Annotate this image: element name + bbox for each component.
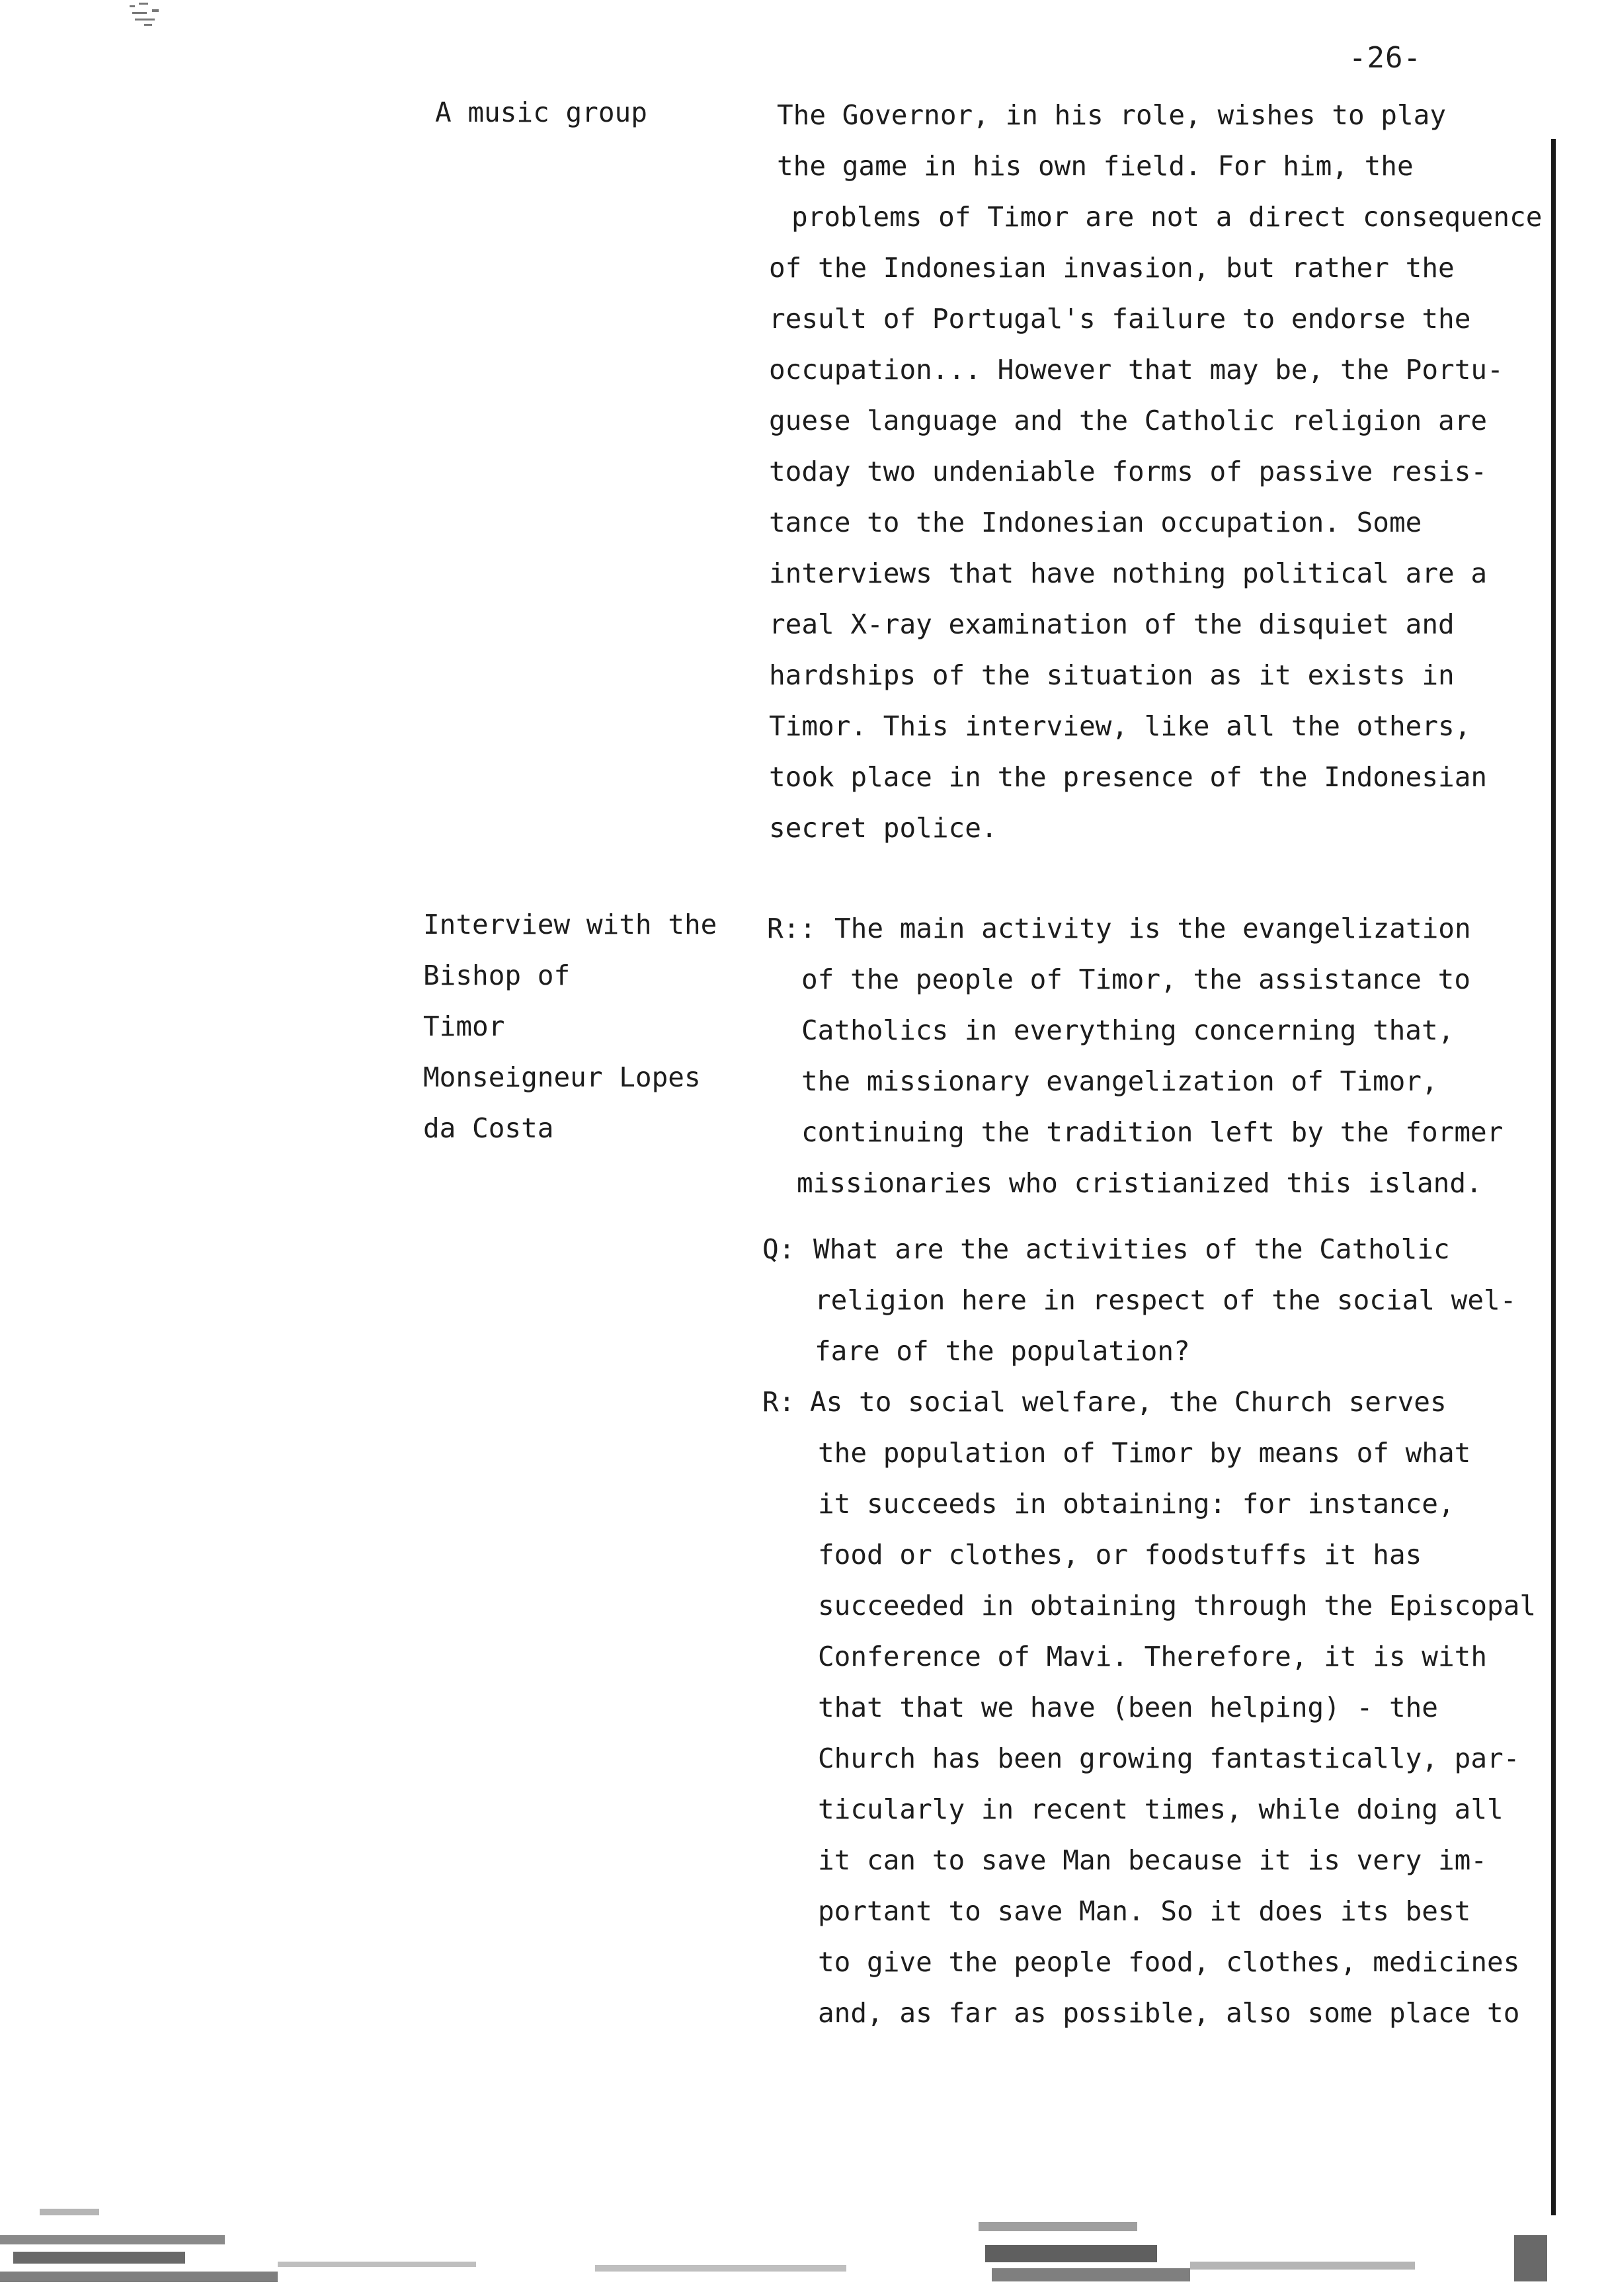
text-line: secret police. [769,812,998,844]
text-line: hardships of the situation as it exists in [769,659,1455,691]
text-line: Catholics in everything concerning that, [801,1014,1455,1046]
page-edge-rule [1551,139,1556,2215]
text-line: the missionary evangelization of Timor, [801,1065,1438,1097]
margin-note-line: Monseigneur Lopes [423,1061,701,1093]
text-line: Conference of Mavi. Therefore, it is with [818,1641,1488,1672]
scan-noise [0,2136,1608,2296]
text-line: succeeded in obtaining through the Episcopal [818,1590,1537,1621]
text-line: The main activity is the evangelization [834,913,1471,944]
text-line: ticularly in recent times, while doing all [818,1793,1504,1825]
text-line: that that we have (been helping) - the [818,1692,1438,1723]
text-line: of the people of Timor, the assistance to [801,964,1471,995]
text-line: occupation... However that may be, the Portu- [769,354,1504,386]
margin-note-line: Timor [423,1010,505,1042]
text-line: portant to save Man. So it does its best [818,1895,1471,1927]
text-line: continuing the tradition left by the former [801,1116,1504,1148]
text-line: of the Indonesian invasion, but rather the [769,252,1455,284]
margin-note-line: Interview with the [423,909,717,940]
text-line: to give the people food, clothes, medicines [818,1946,1520,1978]
text-line: fare of the population? [815,1335,1190,1367]
text-line: the game in his own field. For him, the [777,150,1414,182]
margin-note-interview [423,899,717,1154]
margin-note-music-group: A music group [435,97,647,128]
text-line: missionaries who cristianized this island. [797,1167,1482,1199]
text-line: interviews that have nothing political are a [769,557,1488,589]
text-line: Church has been growing fantastically, par- [818,1742,1520,1774]
text-line: real X-ray examination of the disquiet and [769,608,1455,640]
text-line: problems of Timor are not a direct consequence [791,201,1543,233]
text-line: guese language and the Catholic religion are [769,405,1488,436]
text-line: took place in the presence of the Indonesian [769,761,1488,793]
text-line: result of Portugal's failure to endorse the [769,303,1471,335]
text-line: tance to the Indonesian occupation. Some [769,507,1422,538]
page-number: -26- [1349,41,1422,75]
scan-corner-smudge [126,0,198,40]
text-line: religion here in respect of the social wel- [815,1284,1517,1316]
text-line: today two undeniable forms of passive resis- [769,456,1488,487]
margin-note-line: da Costa [423,1112,554,1144]
text-line: the population of Timor by means of what [818,1437,1471,1469]
text-line: food or clothes, or foodstuffs it has [818,1539,1422,1571]
margin-note-line: Bishop of [423,960,571,991]
qa-label: Q: [762,1233,795,1265]
qa-label: R:: [767,913,817,944]
text-line: As to social welfare, the Church serves [810,1386,1447,1418]
qa-label: R: [762,1386,795,1418]
text-line: and, as far as possible, also some place to [818,1997,1520,2029]
text-line: it succeeds in obtaining: for instance, [818,1488,1455,1520]
text-line: The Governor, in his role, wishes to play [777,99,1447,131]
text-line: Timor. This interview, like all the others, [769,710,1471,742]
text-line: it can to save Man because it is very im- [818,1844,1488,1876]
text-line: What are the activities of the Catholic [813,1233,1450,1265]
